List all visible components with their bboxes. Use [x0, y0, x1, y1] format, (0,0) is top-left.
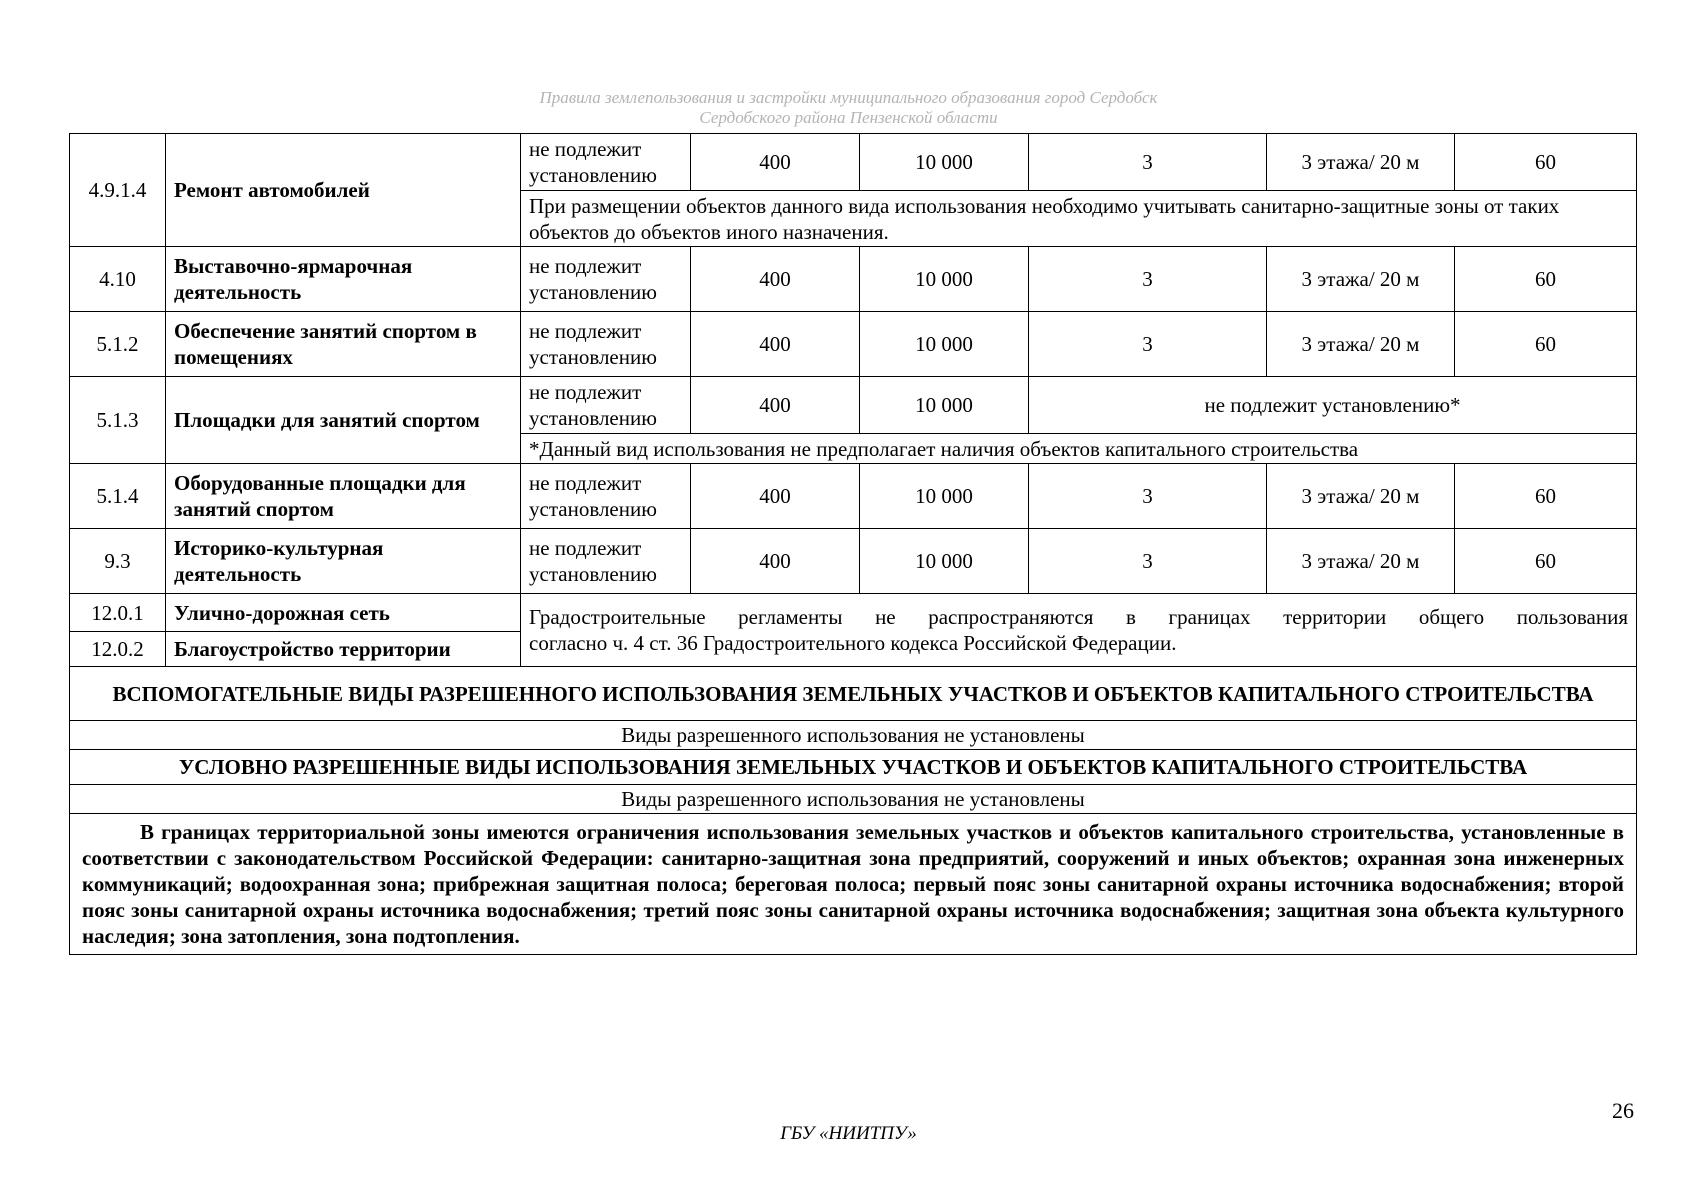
- row-value-1: 400: [691, 529, 860, 594]
- row-merged-value: не подлежит установлению*: [1029, 377, 1637, 434]
- cond-section-value: Виды разрешенного использования не установлены: [70, 785, 1637, 814]
- section-value-row: [70, 721, 1637, 750]
- row-name: Благоустройство территории: [166, 632, 521, 667]
- page-header: [0, 88, 1697, 128]
- table-row: [70, 594, 1637, 632]
- row-value-1: 400: [691, 247, 860, 312]
- row-name: Площадки для занятий спортом: [166, 377, 521, 464]
- row-min-area: не подлежит установлению: [521, 529, 691, 594]
- row-name: Историко-культурная деятельность: [166, 529, 521, 594]
- row-min-area: не подлежит установлению: [521, 377, 691, 434]
- aux-section-title: ВСПОМОГАТЕЛЬНЫЕ ВИДЫ РАЗРЕШЕННОГО ИСПОЛЬЗОВАНИЯ ЗЕМЕЛЬНЫХ УЧАСТКОВ И ОБЪЕКТОВ КАПИТАЛЬНОГО СТРОИТЕЛЬСТВА: [70, 667, 1637, 721]
- row-value-4: 3 этажа/ 20 м: [1267, 529, 1455, 594]
- page-number: 26: [1612, 1098, 1634, 1123]
- table-row: [70, 464, 1637, 529]
- row-value-4: 3 этажа/ 20 м: [1267, 312, 1455, 377]
- row-value-2: 10 000: [860, 464, 1029, 529]
- row-value-5: 60: [1455, 464, 1637, 529]
- row-min-area: не подлежит установлению: [521, 464, 691, 529]
- row-name: Оборудованные площадки для занятий спортом: [166, 464, 521, 529]
- page-footer: ГБУ «НИИТПУ»: [780, 1123, 917, 1144]
- table-row: [70, 134, 1637, 191]
- row-code: 5.1.3: [70, 377, 166, 464]
- row-value-4: 3 этажа/ 20 м: [1267, 134, 1455, 191]
- cond-section-title: УСЛОВНО РАЗРЕШЕННЫЕ ВИДЫ ИСПОЛЬЗОВАНИЯ ЗЕМЕЛЬНЫХ УЧАСТКОВ И ОБЪЕКТОВ КАПИТАЛЬНОГО СТРОИТЕЛЬСТВА: [70, 750, 1637, 785]
- row-value-3: 3: [1029, 247, 1267, 312]
- aux-section-value: Виды разрешенного использования не установлены: [70, 721, 1637, 750]
- row-value-1: 400: [691, 312, 860, 377]
- row-value-5: 60: [1455, 247, 1637, 312]
- row-value-5: 60: [1455, 529, 1637, 594]
- table-row: [70, 377, 1637, 434]
- row-code: 5.1.4: [70, 464, 166, 529]
- row-note: *Данный вид использования не предполагает наличия объектов капитального строительства: [521, 434, 1637, 464]
- row-value-1: 400: [691, 134, 860, 191]
- road-note-line-2: согласно ч. 4 ст. 36 Градостроительного кодекса Российской Федерации.: [529, 631, 1177, 655]
- restrictions-text: В границах территориальной зоны имеются ограничения использования земельных участков и объектов капитального строительства, установленные в соответствии с законодательством Российской Федерации: санитарно-защитная зона предприятий, сооружений и иных объектов; охранная зона инженерных коммуникаций; водоохранная зона; прибрежная защитная полоса; береговая полоса; первый пояс зоны санитарной охраны источника водоснабжения; второй пояс зоны санитарной охраны источника водоснабжения; третий пояс зоны санитарной охраны источника водоснабжения; защитная зона объекта культурного наследия; зона затопления, зона подтопления.: [70, 814, 1637, 955]
- table-row: [70, 312, 1637, 377]
- row-value-3: 3: [1029, 134, 1267, 191]
- row-value-3: 3: [1029, 464, 1267, 529]
- section-row: [70, 667, 1637, 721]
- row-name: Выставочно-ярмарочная деятельность: [166, 247, 521, 312]
- row-code: 12.0.2: [70, 632, 166, 667]
- row-note: При размещении объектов данного вида использования необходимо учитывать санитарно-защитные зоны от таких объектов до объектов иного назначения.: [521, 191, 1637, 247]
- header-line-2: Сердобского района Пензенской области: [699, 108, 998, 127]
- section-row: [70, 750, 1637, 785]
- row-value-5: 60: [1455, 134, 1637, 191]
- row-value-4: 3 этажа/ 20 м: [1267, 247, 1455, 312]
- row-value-2: 10 000: [860, 134, 1029, 191]
- row-value-3: 3: [1029, 529, 1267, 594]
- row-value-5: 60: [1455, 312, 1637, 377]
- row-value-1: 400: [691, 377, 860, 434]
- row-min-area: не подлежит установлению: [521, 247, 691, 312]
- row-code: 12.0.1: [70, 594, 166, 632]
- row-code: 4.10: [70, 247, 166, 312]
- row-name: Ремонт автомобилей: [166, 134, 521, 247]
- row-name: Обеспечение занятий спортом в помещениях: [166, 312, 521, 377]
- row-code: 5.1.2: [70, 312, 166, 377]
- row-value-3: 3: [1029, 312, 1267, 377]
- header-line-1: Правила землепользования и застройки муниципального образования город Сердобск: [539, 88, 1158, 107]
- row-value-2: 10 000: [860, 312, 1029, 377]
- row-min-area: не подлежит установлению: [521, 312, 691, 377]
- row-code: 9.3: [70, 529, 166, 594]
- row-value-2: 10 000: [860, 377, 1029, 434]
- row-min-area: не подлежит установлению: [521, 134, 691, 191]
- row-code: 4.9.1.4: [70, 134, 166, 247]
- row-name: Улично-дорожная сеть: [166, 594, 521, 632]
- table-row: [70, 529, 1637, 594]
- section-value-row: [70, 785, 1637, 814]
- row-value-1: 400: [691, 464, 860, 529]
- row-value-2: 10 000: [860, 529, 1029, 594]
- row-value-4: 3 этажа/ 20 м: [1267, 464, 1455, 529]
- road-note-line-1: Градостроительные регламенты не распространяются в границах территории общего пользования: [529, 605, 1628, 629]
- regulations-table: [69, 133, 1637, 955]
- table-row: [70, 247, 1637, 312]
- row-value-2: 10 000: [860, 247, 1029, 312]
- road-note: [521, 594, 1637, 667]
- restrictions-row: [70, 814, 1637, 955]
